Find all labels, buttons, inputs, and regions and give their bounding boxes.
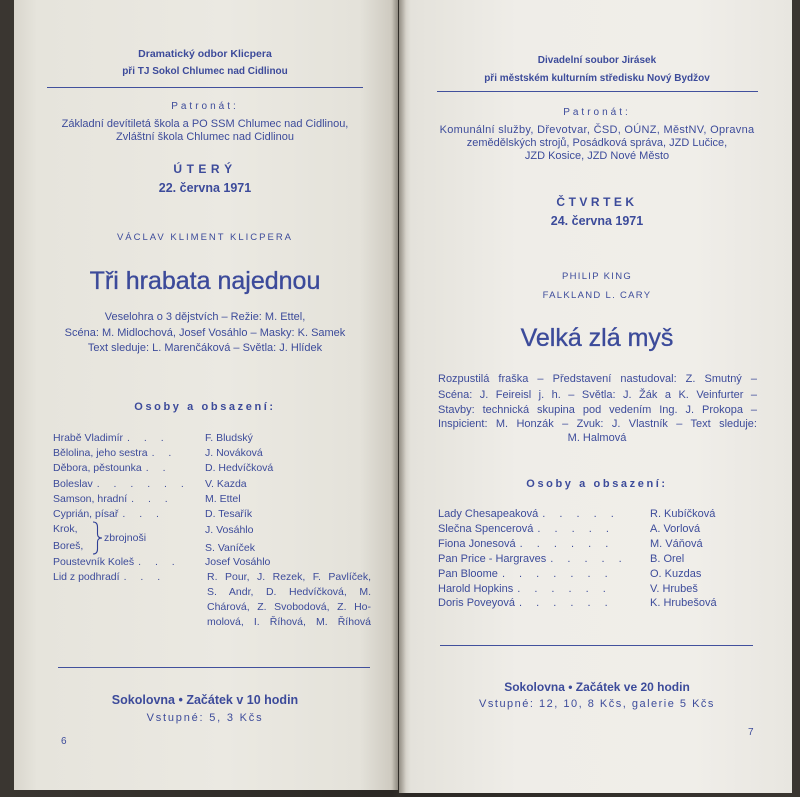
cast-actor: F. Bludský	[205, 432, 253, 444]
dot-leader: . . . . . .	[96, 478, 190, 490]
organizer-line-1: Divadelní soubor Jirásek	[537, 55, 657, 66]
cast-row	[399, 567, 792, 581]
dot-leader: . . . . .	[537, 523, 615, 535]
cast-row	[399, 522, 792, 536]
admission-price: Vstupné: 5, 3 Kčs	[146, 712, 264, 724]
cast-actor: V. Kazda	[205, 478, 247, 490]
footer-rule	[58, 667, 370, 668]
cast-actor: Josef Vosáhlo	[205, 556, 271, 568]
cast-heading: Osoby a obsazení:	[526, 478, 668, 490]
patronage-line-1: Komunální služby, Dřevotvar, ČSD, OÚNZ, MěstNV, Opravna	[439, 124, 755, 136]
credits-line-3: Text sleduje: L. Marenčáková – Světla: J. Hlídek	[87, 342, 323, 354]
dot-leader: . .	[145, 462, 171, 474]
dot-leader: . . .	[131, 493, 174, 505]
cast-role: Samson, hradní	[53, 493, 128, 505]
cast-role: Boreš,	[53, 540, 84, 552]
dot-leader: . . .	[123, 571, 166, 583]
credits-line-2: Scéna: M. Midlochová, Josef Vosáhlo – Masky: K. Samek	[64, 327, 346, 339]
dot-leader: . . . . . .	[519, 538, 614, 550]
play-title: Tři hrabata najednou	[89, 267, 321, 295]
cast-actor: A. Vorlová	[650, 523, 701, 535]
cast-actor: O. Kuzdas	[650, 568, 702, 580]
page-number: 6	[61, 736, 67, 747]
patronage-line-1: Základní devítiletá škola a PO SSM Chlumec nad Cidlinou,	[61, 118, 349, 130]
ensemble-actors-line-4: molová, I. Říhová, M. Říhová	[207, 616, 371, 628]
cast-role: Lady Chesapeaková	[438, 508, 539, 520]
cast-heading: Osoby a obsazení:	[134, 401, 276, 413]
credits-line-1: Rozpustilá fraška – Představení nastudoval: Z. Smutný –	[438, 373, 757, 385]
book-gutter	[392, 0, 406, 797]
cast-role: Hrabě Vladimír	[53, 432, 124, 444]
venue-time: Sokolovna • Začátek ve 20 hodin	[504, 680, 690, 694]
cast-row	[14, 431, 398, 445]
patronage-label: Patronát:	[171, 101, 239, 112]
play-author-2: FALKLAND L. CARY	[542, 290, 652, 301]
organizer-line-2: při TJ Sokol Chlumec nad Cidlinou	[122, 66, 288, 77]
cast-role: Fiona Jonesová	[438, 538, 516, 550]
ensemble-actors-line-2: S. Andr, D. Hedvíčková, M.	[207, 586, 371, 598]
dot-leader: . . . . .	[542, 508, 620, 520]
dot-leader: . . . . . .	[519, 597, 614, 609]
credits-line-5: M. Halmová	[567, 432, 627, 444]
cast-role: Pan Bloome	[438, 568, 498, 580]
cast-role: Děbora, pěstounka	[53, 462, 142, 474]
cast-actor: D. Tesařík	[205, 508, 253, 520]
ensemble-actors-line-3: Chárová, Z. Svobodová, Z. Ho-	[207, 601, 371, 613]
cast-row	[14, 492, 398, 506]
cast-role: Boleslav	[53, 478, 93, 490]
play-title: Velká zlá myš	[520, 324, 674, 352]
cast-actor: S. Vaníček	[205, 542, 255, 554]
cast-row	[14, 507, 398, 521]
cast-actor: K. Hrubešová	[650, 597, 717, 609]
dot-leader: . . .	[138, 556, 181, 568]
brace-icon	[92, 521, 103, 555]
cast-actor: M. Váňová	[650, 538, 703, 550]
patronage-label: Patronát:	[563, 107, 631, 118]
organizer-line-2: při městském kulturním středisku Nový Bydžov	[484, 73, 710, 84]
performance-day: ÚTERÝ	[173, 162, 237, 176]
cast-actor: J. Vosáhlo	[205, 524, 254, 536]
cast-actor: M. Ettel	[205, 493, 241, 505]
right-page	[399, 0, 792, 793]
cast-actor: R. Kubíčková	[650, 508, 716, 520]
cast-row	[399, 552, 792, 566]
cast-row	[14, 446, 398, 460]
dot-leader: . . .	[127, 432, 170, 444]
dot-leader: . . . . .	[550, 553, 628, 565]
cast-row	[399, 537, 792, 551]
credits-line-4: Inspicient: M. Honzák – Zvuk: J. Vlastník – Text sleduje:	[438, 418, 757, 430]
patronage-line-3: JZD Kosice, JZD Nové Město	[524, 150, 670, 162]
dot-leader: . . . . . .	[517, 583, 612, 595]
patronage-line-2: zemědělských strojů, Posádková správa, JZD Lučice,	[466, 137, 728, 149]
cast-role: Cyprián, písař	[53, 508, 119, 520]
play-author-1: PHILIP KING	[561, 271, 633, 282]
cast-row	[14, 522, 398, 536]
cast-role: Lid z podhradí	[53, 571, 120, 583]
cast-role: Slečna Spencerová	[438, 523, 534, 535]
cast-role: Pan Price - Hargraves	[438, 553, 547, 565]
footer-rule	[440, 645, 753, 646]
dot-leader: . .	[151, 447, 177, 459]
cast-actor: D. Hedvíčková	[205, 462, 274, 474]
organizer-line-1: Dramatický odbor Klicpera	[138, 48, 272, 60]
cast-row	[14, 477, 398, 491]
cast-actor: J. Nováková	[205, 447, 263, 459]
cast-role: Krok,	[53, 523, 78, 535]
performance-date: 22. června 1971	[158, 181, 252, 195]
credits-line-1: Veselohra o 3 dějstvích – Režie: M. Ettel,	[104, 311, 306, 323]
cast-role: Harold Hopkins	[438, 583, 514, 595]
credits-line-2: Scéna: J. Feireisl j. h. – Světla: J. Žák a K. Veinfurter –	[438, 389, 757, 401]
cast-row	[399, 582, 792, 596]
cast-row	[399, 507, 792, 521]
admission-price: Vstupné: 12, 10, 8 Kčs, galerie 5 Kčs	[479, 698, 715, 710]
header-rule	[47, 87, 363, 88]
cast-row	[399, 596, 792, 610]
play-author: VÁCLAV KLIMENT KLICPERA	[116, 232, 294, 243]
cast-role: Bělolina, jeho sestra	[53, 447, 148, 459]
page-number: 7	[748, 727, 754, 738]
venue-time: Sokolovna • Začátek v 10 hodin	[111, 693, 299, 707]
cast-role: Doris Poveyová	[438, 597, 516, 609]
cast-group-label: zbrojnoši	[104, 532, 147, 544]
cast-row	[14, 555, 398, 569]
performance-day: ČTVRTEK	[556, 195, 638, 209]
credits-line-3: Stavby: technická skupina pod vedením Ing. J. Prokopa –	[438, 404, 757, 416]
left-page	[14, 0, 398, 790]
cast-actor: V. Hrubeš	[650, 583, 698, 595]
dot-leader: . . .	[122, 508, 165, 520]
cast-role: Poustevník Koleš	[53, 556, 135, 568]
performance-date: 24. června 1971	[550, 214, 644, 228]
cast-row	[14, 461, 398, 475]
header-rule	[437, 91, 758, 92]
cast-actor: B. Orel	[650, 553, 685, 565]
dot-leader: . . . . . . .	[501, 568, 614, 580]
cast-row	[14, 539, 398, 553]
patronage-line-2: Zvláštní škola Chlumec nad Cidlinou	[116, 131, 294, 143]
ensemble-actors-line-1: R. Pour, J. Rezek, F. Pavlíček,	[207, 571, 371, 583]
